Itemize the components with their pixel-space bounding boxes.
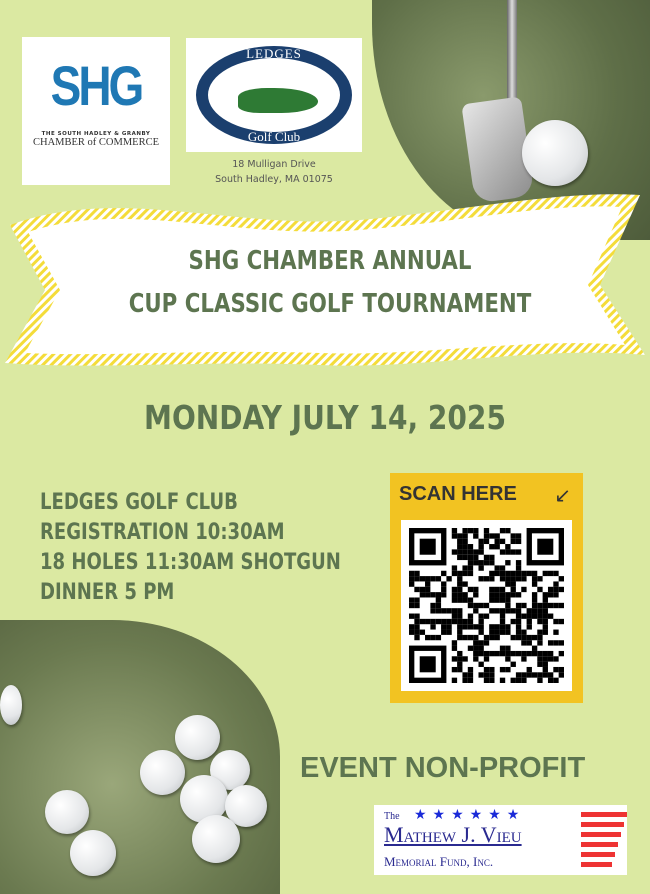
shg-mark: SHG <box>50 54 142 118</box>
address-line1: 18 Mulligan Drive <box>232 159 316 170</box>
club-address <box>186 157 362 187</box>
detail-dinner: DINNER 5 PM <box>40 580 175 605</box>
ledges-logo-top: LEDGES <box>246 46 302 61</box>
address-line2: South Hadley, MA 01075 <box>215 174 333 185</box>
sponsor-fund: Memorial Fund, Inc. <box>384 854 494 869</box>
detail-venue: LEDGES GOLF CLUB <box>40 490 238 515</box>
shg-subtitle: THE SOUTH HADLEY & GRANBY <box>41 131 151 137</box>
nonprofit-label: EVENT NON-PROFIT <box>300 752 586 784</box>
ledges-logo-bottom: Golf Club <box>247 129 301 144</box>
sponsor-name: Mathew J. Vieu <box>384 822 522 847</box>
event-title <box>92 240 568 326</box>
golf-balls-photo <box>0 620 280 894</box>
vieu-memorial-fund-logo <box>374 805 627 875</box>
event-date: MONDAY JULY 14, 2025 <box>144 398 506 437</box>
shg-name: CHAMBER of COMMERCE <box>32 137 159 148</box>
detail-start: 18 HOLES 11:30AM SHOTGUN <box>40 550 341 575</box>
title-line1: SHG CHAMBER ANNUAL <box>188 246 472 276</box>
detail-registration: REGISTRATION 10:30AM <box>40 520 285 545</box>
qr-code[interactable] <box>401 520 572 691</box>
flag-stripes-icon <box>581 812 627 872</box>
shg-chamber-logo <box>22 37 170 185</box>
green-icon <box>238 88 318 113</box>
stars-icon: ★★★★★★ <box>414 807 526 823</box>
scan-here-label: SCAN HERE <box>399 483 517 505</box>
event-details <box>40 488 341 608</box>
sponsor-the: The <box>384 811 400 822</box>
title-line2: CUP CLASSIC GOLF TOURNAMENT <box>128 289 532 319</box>
ledges-golf-club-logo <box>186 38 362 152</box>
arrow-down-left-icon: ↙ <box>554 483 571 507</box>
qr-code-panel[interactable] <box>390 473 583 703</box>
